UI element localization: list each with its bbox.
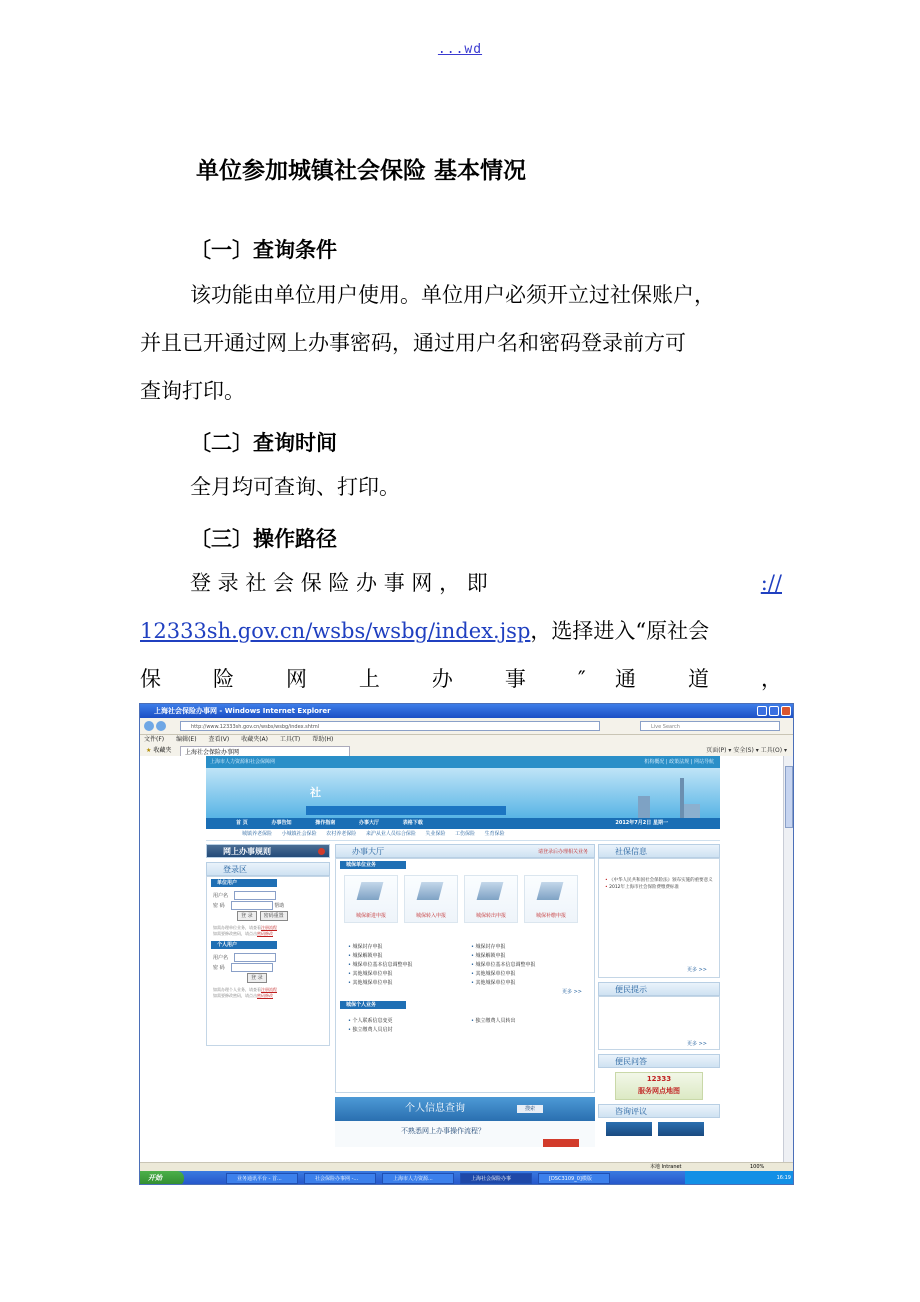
command-bar[interactable]: 页面(P) ▾ 安全(S) ▾ 工具(O) ▾ bbox=[706, 747, 787, 754]
subnav-item[interactable]: 城镇养老保险 bbox=[242, 831, 273, 837]
subnav-item[interactable]: 农村养老保险 bbox=[326, 831, 357, 837]
username-label: 用户名 bbox=[213, 893, 229, 899]
banner-bar bbox=[306, 806, 506, 815]
section-3-heading: 〔三〕操作路径 bbox=[190, 527, 337, 551]
news-item[interactable]: • 2012年上海市社会保险费缴费标准 bbox=[605, 884, 713, 891]
favorites-label[interactable]: 收藏夹 bbox=[153, 747, 172, 754]
news-item[interactable]: • 《中华人民共和国社会保险法》颁布实施的重要意义 bbox=[605, 877, 713, 884]
more-link[interactable]: 更多 >> bbox=[687, 967, 707, 973]
back-icon[interactable] bbox=[144, 721, 154, 731]
eval-button[interactable] bbox=[658, 1122, 704, 1136]
note: 如需办理个人业务，请查看 bbox=[213, 987, 261, 992]
news-panel bbox=[598, 858, 720, 978]
password-reset-button[interactable]: 密码重置 bbox=[260, 911, 288, 921]
nav-forms[interactable]: 表格下载 bbox=[402, 820, 423, 826]
eval-title: 咨询评议 bbox=[598, 1104, 720, 1118]
login-panel bbox=[206, 876, 330, 1046]
notice-title: 便民提示 bbox=[598, 982, 720, 996]
notice-panel bbox=[598, 996, 720, 1050]
list-item[interactable]: • 城保封存申报 bbox=[471, 943, 594, 952]
menu-bar bbox=[140, 735, 793, 745]
site-nav bbox=[206, 818, 720, 829]
hall-title: 办事大厅 请登录后办理相关业务 bbox=[335, 844, 595, 858]
clock: 16:19 bbox=[776, 1175, 791, 1181]
site-banner bbox=[206, 768, 720, 818]
subnav-item[interactable]: 失业保险 bbox=[425, 831, 446, 837]
nav-guide[interactable]: 操作指南 bbox=[315, 820, 336, 826]
list-item[interactable]: • 其他城保单位申报 bbox=[471, 979, 594, 988]
back-payment-icon[interactable]: 城保补缴申报 bbox=[524, 875, 578, 923]
note: 如需要修改密码，请点击 bbox=[213, 931, 257, 936]
skyline-building bbox=[684, 804, 700, 818]
list-item[interactable]: • 其他城保单位申报 bbox=[348, 979, 471, 988]
service-map-banner[interactable]: 12333 服务网点地图 bbox=[615, 1072, 703, 1100]
list-item[interactable]: • 城保封存申报 bbox=[348, 943, 471, 952]
unit-user-label: 单位用户 bbox=[211, 879, 277, 887]
unit-password-input[interactable] bbox=[231, 901, 273, 910]
browser-tab[interactable]: 上海社会保险办事网 bbox=[180, 746, 350, 757]
page-header-mark: ...wd bbox=[437, 42, 483, 57]
password-change-link[interactable]: 密码修改 bbox=[257, 993, 273, 998]
taskbar-item-active[interactable]: 上海社会保险办事 bbox=[460, 1173, 532, 1184]
more-link[interactable]: 更多 >> bbox=[562, 989, 582, 995]
section-2-body bbox=[140, 463, 782, 511]
rules-title[interactable]: 网上办事规则 bbox=[206, 844, 330, 858]
hall-panel bbox=[335, 858, 595, 1093]
list-item[interactable]: • 其他城保单位申报 bbox=[471, 970, 594, 979]
qa-title: 便民问答 bbox=[598, 1054, 720, 1068]
list-item[interactable]: • 独立缴费人员启封 bbox=[348, 1026, 471, 1035]
window-title: 上海社会保险办事网 - Windows Internet Explorer bbox=[154, 707, 331, 715]
menu-tools[interactable]: 工具(T) bbox=[279, 736, 301, 743]
password-label: 密 码 bbox=[213, 903, 225, 909]
menu-view[interactable]: 查看(V) bbox=[208, 736, 230, 743]
document-title: 单位参加城镇社会保险 基本情况 bbox=[196, 158, 527, 184]
personal-user-label: 个人用户 bbox=[211, 941, 277, 949]
list-item[interactable]: • 独立缴费人员转出 bbox=[471, 1017, 594, 1026]
transfer-out-icon[interactable]: 城保转出申报 bbox=[464, 875, 518, 923]
password-label: 密 码 bbox=[213, 965, 225, 971]
site-top-bar bbox=[206, 756, 720, 768]
taskbar bbox=[140, 1171, 794, 1185]
eval-button[interactable] bbox=[606, 1122, 652, 1136]
list-item[interactable]: • 城保单位基本信息调整申报 bbox=[471, 961, 594, 970]
note: 如需办理单位业务，请查看 bbox=[213, 925, 261, 930]
skyline-building bbox=[638, 796, 650, 818]
list-item[interactable]: • 其他城保单位申报 bbox=[348, 970, 471, 979]
minimize-icon[interactable] bbox=[757, 706, 767, 716]
s2-line-1: 全月均可查询、打印。 bbox=[190, 475, 400, 499]
list-item[interactable]: • 城保解锁申报 bbox=[471, 952, 594, 961]
query-search-button[interactable]: 搜索 bbox=[517, 1105, 543, 1113]
section-2-heading: 〔二〕查询时间 bbox=[190, 431, 337, 455]
search-input[interactable]: Live Search bbox=[640, 721, 780, 731]
system-tray bbox=[685, 1171, 794, 1185]
right-column bbox=[598, 844, 720, 1140]
close-icon[interactable] bbox=[781, 706, 791, 716]
password-change-link[interactable]: 密码修改 bbox=[257, 931, 273, 936]
subnav-item[interactable]: 来沪从业人员综合保险 bbox=[365, 831, 416, 837]
eval-buttons bbox=[598, 1118, 720, 1140]
maximize-icon[interactable] bbox=[769, 706, 779, 716]
help-link[interactable]: 帮助 bbox=[274, 903, 285, 909]
address-input[interactable]: http://www.12333sh.gov.cn/wsbs/wsbg/index.shtml bbox=[180, 721, 600, 731]
arrow-icon bbox=[318, 848, 325, 855]
nav-hall[interactable]: 办事大厅 bbox=[359, 820, 380, 826]
menu-edit[interactable]: 编辑(E) bbox=[176, 736, 197, 743]
site-top-links[interactable]: 机构概况 | 政策法规 | 网站导航 bbox=[644, 759, 714, 765]
s1-line-1: 该功能由单位用户使用。单位用户必须开立过社保账户， bbox=[190, 283, 715, 307]
s1-line-3: 查询打印。 bbox=[140, 379, 245, 403]
section-1-heading: 〔一〕查询条件 bbox=[190, 238, 337, 262]
site-subnav bbox=[206, 829, 720, 841]
s3-line-1-prefix: 登 录 社 会 保 险 办 事 网 ， 即 bbox=[190, 571, 488, 595]
section-3-body bbox=[140, 559, 782, 703]
forward-icon[interactable] bbox=[156, 721, 166, 731]
nav-home[interactable]: 首 页 bbox=[236, 820, 248, 826]
start-button[interactable]: 开始 bbox=[140, 1171, 184, 1185]
list-item[interactable]: • 个人联系信息变更 bbox=[348, 1017, 471, 1026]
s3-line-2-suffix: ，选择进入“原社会 bbox=[530, 619, 710, 643]
process-hint-banner[interactable]: 不熟悉网上办事操作流程？ bbox=[335, 1121, 595, 1147]
menu-help[interactable]: 帮助(H) bbox=[312, 736, 334, 743]
username-label: 用户名 bbox=[213, 955, 229, 961]
unit-business-label: 城保单位业务 bbox=[340, 861, 406, 869]
login-title: 登录区 bbox=[206, 862, 330, 876]
more-link[interactable]: 更多 >> bbox=[687, 1041, 707, 1047]
note: 如需要修改密码，请点击 bbox=[213, 993, 257, 998]
middle-column bbox=[335, 844, 595, 1147]
menu-file[interactable]: 文件(F) bbox=[144, 736, 165, 743]
s3-line-3: 保 险 网 上 办 事 ″ 通 道 ， bbox=[140, 667, 782, 691]
s3-url-part-1[interactable]: :// bbox=[760, 571, 782, 595]
vertical-scrollbar[interactable] bbox=[783, 756, 793, 1170]
list-item[interactable]: • 城保单位基本信息调整申报 bbox=[348, 961, 471, 970]
personal-password-input[interactable] bbox=[231, 963, 273, 972]
left-column bbox=[206, 844, 330, 1046]
unit-login-button[interactable]: 登 录 bbox=[237, 911, 257, 921]
scroll-thumb[interactable] bbox=[785, 766, 793, 828]
personal-query-banner[interactable]: 个人信息查询 搜索 bbox=[335, 1097, 595, 1121]
unit-username-input[interactable] bbox=[234, 891, 276, 900]
taskbar-item[interactable]: 上海市人力资源... bbox=[382, 1173, 454, 1184]
transfer-in-icon[interactable]: 城保转入申报 bbox=[404, 875, 458, 923]
personal-login-button[interactable]: 登 录 bbox=[247, 973, 267, 983]
browser-screenshot bbox=[139, 703, 794, 1185]
star-icon[interactable]: ★ bbox=[146, 747, 152, 754]
nav-notice[interactable]: 办事告知 bbox=[271, 820, 292, 826]
banner-mark: 社 bbox=[310, 786, 321, 799]
news-title: 社保信息 bbox=[598, 844, 720, 858]
web-page bbox=[140, 756, 786, 1170]
process-button[interactable] bbox=[543, 1139, 579, 1147]
new-entry-icon[interactable]: 城保新进申报 bbox=[344, 875, 398, 923]
subnav-item[interactable]: 工伤保险 bbox=[455, 831, 476, 837]
address-toolbar bbox=[140, 718, 793, 735]
login-hint: 请登录后办理相关业务 bbox=[537, 849, 588, 855]
s3-url-part-2[interactable]: 12333sh.gov.cn/wsbs/wsbg/index.jsp bbox=[140, 619, 531, 643]
window-titlebar bbox=[140, 704, 793, 718]
subnav-item[interactable]: 小城镇社会保险 bbox=[281, 831, 317, 837]
s1-line-2: 并且已开通过网上办事密码，通过用户名和密码登录前方可 bbox=[140, 331, 686, 355]
taskbar-item[interactable]: 社会保险办事网 -... bbox=[304, 1173, 376, 1184]
personal-business-label: 城保个人业务 bbox=[340, 1001, 406, 1009]
subnav-item[interactable]: 生育保险 bbox=[484, 831, 505, 837]
zoom-level[interactable]: 100% bbox=[750, 1164, 765, 1170]
register-link[interactable]: 注册流程 bbox=[261, 987, 277, 992]
site-container bbox=[206, 756, 720, 1170]
register-link[interactable]: 注册流程 bbox=[261, 925, 277, 930]
taskbar-item[interactable]: 业务通讯平台 - 首... bbox=[226, 1173, 298, 1184]
site-date: 2012年7月2日 星期一 bbox=[615, 820, 668, 826]
taskbar-item[interactable]: [DSC3109_0]模版 bbox=[538, 1173, 610, 1184]
list-item[interactable]: • 城保解锁申报 bbox=[348, 952, 471, 961]
section-1-body bbox=[140, 271, 782, 415]
site-org-name: 上海市人力资源和社会保障网 bbox=[210, 759, 276, 765]
menu-favorites[interactable]: 收藏夹(A) bbox=[241, 736, 268, 743]
zone-label: 本地 Intranet bbox=[650, 1164, 682, 1170]
personal-username-input[interactable] bbox=[234, 953, 276, 962]
